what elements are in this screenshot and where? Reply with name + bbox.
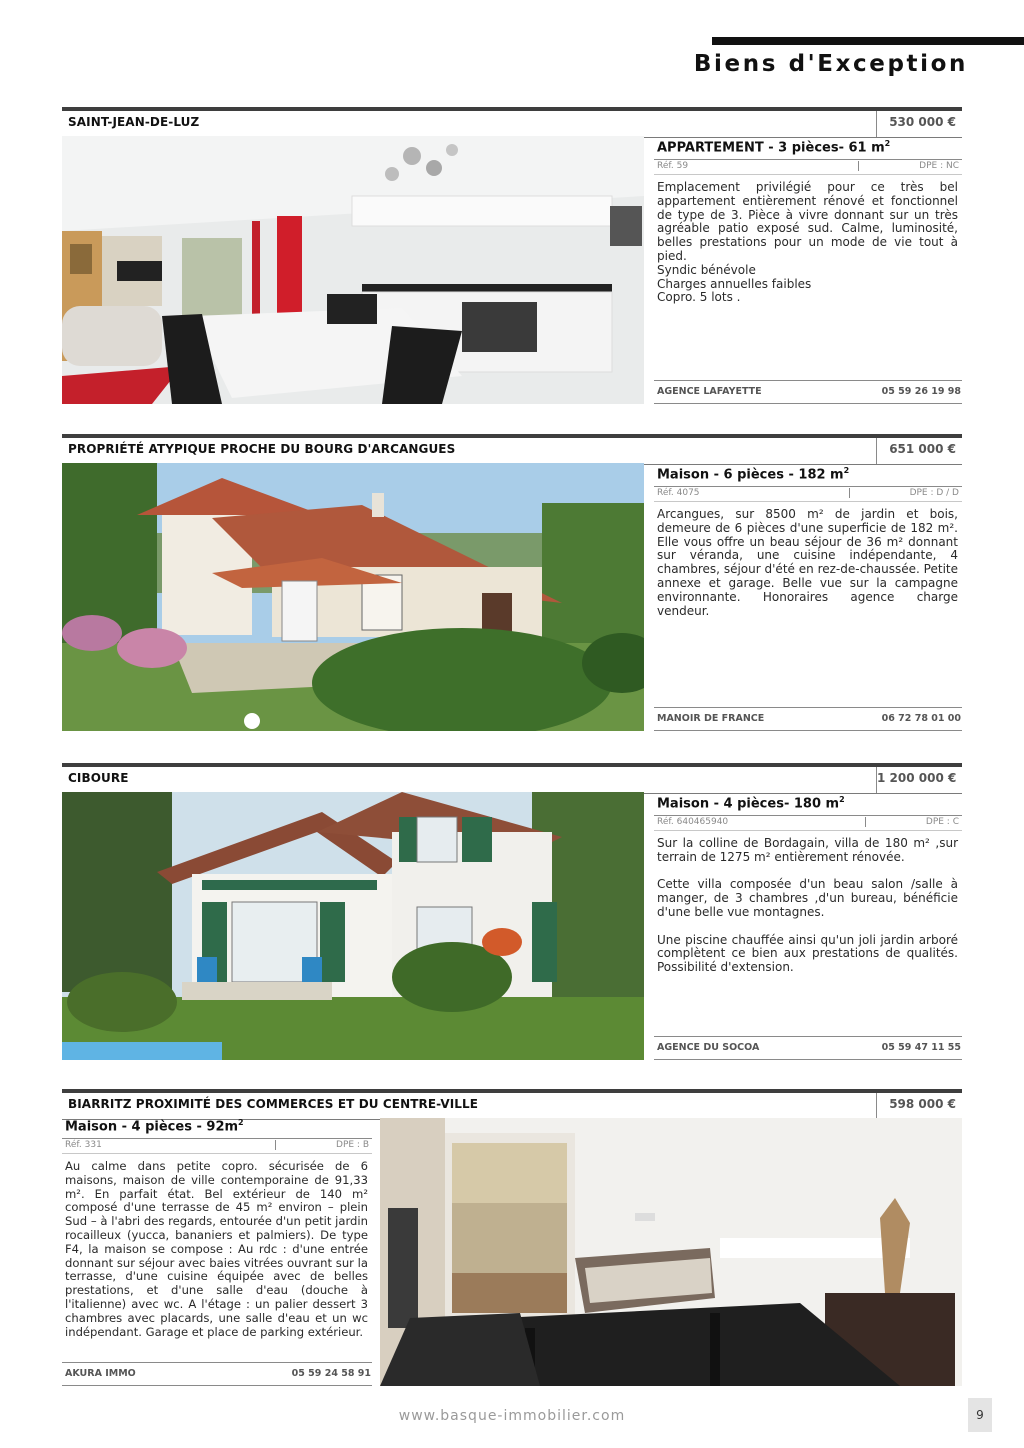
property-description	[654, 831, 962, 975]
listing-title: BIARRITZ PROXIMITÉ DES COMMERCES ET DU CENTRE-VILLE	[68, 1097, 479, 1111]
reference-row	[62, 1138, 372, 1154]
property-type	[654, 792, 962, 815]
reference-row	[654, 486, 962, 502]
energy-rating: DPE : NC	[858, 161, 959, 171]
listing-title: SAINT-JEAN-DE-LUZ	[68, 115, 200, 129]
listing-title: PROPRIÉTÉ ATYPIQUE PROCHE DU BOURG D'ARCANGUES	[68, 442, 456, 456]
listing-title: CIBOURE	[68, 771, 129, 785]
agency-phone: 06 72 78 01 00	[881, 713, 961, 724]
listing-price: 598 000 €	[876, 1093, 962, 1119]
agency-footer	[654, 380, 962, 404]
property-description	[62, 1154, 372, 1339]
listing-biarritz	[62, 1089, 962, 1387]
listing-info	[62, 1115, 372, 1386]
listing-price: 1 200 000 €	[876, 767, 962, 793]
agency-name: AGENCE LAFAYETTE	[657, 386, 762, 397]
listing-info	[654, 136, 962, 404]
agency-footer	[62, 1362, 372, 1386]
description-paragraph: Charges annuelles faibles	[657, 276, 812, 291]
agency-phone: 05 59 26 19 98	[881, 386, 961, 397]
page-number: 9	[968, 1398, 992, 1432]
reference-number: Réf. 59	[657, 161, 689, 171]
listing-ciboure	[62, 763, 962, 1061]
agency-name: AGENCE DU SOCOA	[657, 1042, 760, 1053]
description-paragraph: Au calme dans petite copro. sécurisée de 6 maisons, maison de ville contemporaine de 91,33 m². En parfait état. Bel extérieur de 140 m² composé d'une terrasse de 45 m² environ – plein Sud – à l'abri des regards, entourée d'un petit jardin rocailleux (yucca, bananiers et palmiers). De type F4, la maison se compose : Au rdc : d'une entrée donnant sur séjour avec baies vitrées ouvrant sur la terrasse, d'une cuisine équipée avec de belles prestations, et d'une salle d'eau (douche à l'italienne) avec wc. A l'étage : un palier dessert 3 chambres avec placards, une salle d'eau et un wc indépendant. Garage et place de parking extérieur.	[65, 1159, 368, 1339]
listing-info	[654, 463, 962, 731]
reference-number: Réf. 640465940	[657, 817, 729, 827]
listing-saint-jean-de-luz	[62, 107, 962, 405]
listing-photo-kitchen	[62, 136, 644, 404]
reference-row	[654, 159, 962, 175]
description-paragraph: Une piscine chauffée ainsi qu'un joli jardin arboré complètent ce bien aux prestations de qualités. Possibilité d'extension.	[657, 932, 958, 975]
area-superscript: 2	[843, 466, 850, 475]
area-superscript: 2	[839, 795, 845, 804]
reference-number: Réf. 331	[65, 1140, 102, 1150]
listing-photo-living-room	[380, 1118, 962, 1386]
reference-number: Réf. 4075	[657, 488, 700, 498]
listing-photo-country-house	[62, 463, 644, 731]
listing-header	[62, 434, 962, 465]
property-type-text: Maison - 4 pièces - 92m	[65, 1119, 239, 1135]
header-accent-bar	[712, 37, 1024, 45]
reference-row	[654, 815, 962, 831]
listing-arcangues	[62, 434, 962, 732]
listing-photo-villa	[62, 792, 644, 1060]
listing-header	[62, 763, 962, 794]
website-url: www.basque-immobilier.com	[398, 1408, 626, 1424]
description-paragraph: Arcangues, sur 8500 m² de jardin et bois, demeure de 6 pièces d'une superficie de 182 m². Elle vous offre un beau séjour de 36 m² donnant sur véranda, une cuisine indépendante, 4 chambres, séjour d'été en rez-de-chaussée. Petite annexe et garage. Belle vue sur la campagne environnante. Honoraires agence charge vendeur.	[657, 507, 958, 618]
description-paragraph: Cette villa composée d'un beau salon /salle à manger, de 3 chambres ,d'un bureau, bénéficie d'une belle vue montagnes.	[657, 877, 958, 919]
property-type	[654, 463, 962, 486]
property-type	[62, 1115, 372, 1138]
listing-price: 651 000 €	[876, 438, 962, 464]
description-paragraph: Copro. 5 lots .	[657, 290, 741, 305]
agency-footer	[654, 707, 962, 731]
agency-name: MANOIR DE FRANCE	[657, 713, 765, 724]
page-title: Biens d'Exception	[693, 51, 968, 77]
description-paragraph: Syndic bénévole	[657, 262, 756, 277]
energy-rating: DPE : D / D	[849, 488, 959, 498]
property-description	[654, 502, 962, 618]
property-type-text: Maison - 6 pièces - 182 m	[657, 467, 844, 483]
property-type-text: APPARTEMENT - 3 pièces- 61 m	[657, 140, 885, 156]
energy-rating: DPE : B	[275, 1140, 369, 1150]
property-type-text: Maison - 4 pièces- 180 m	[657, 796, 840, 812]
agency-phone: 05 59 24 58 91	[291, 1368, 371, 1379]
energy-rating: DPE : C	[865, 817, 959, 827]
listing-price: 530 000 €	[876, 111, 962, 137]
area-superscript: 2	[238, 1118, 244, 1127]
area-superscript: 2	[884, 139, 891, 148]
listing-info	[654, 792, 962, 1060]
agency-footer	[654, 1036, 962, 1060]
description-paragraph: Sur la colline de Bordagain, villa de 180 m² ,sur terrain de 1275 m² entièrement rénovée.	[657, 836, 958, 864]
listing-header	[62, 107, 962, 138]
agency-name: AKURA IMMO	[65, 1368, 136, 1379]
property-description	[654, 175, 962, 305]
description-paragraph: Emplacement privilégié pour ce très bel appartement entièrement rénové et fonctionnel de type de 3. Pièce à vivre donnant sur un très agréable patio exposé sud. Calme, luminosité, belles prestations pour un mode de vie tout à pied.	[657, 180, 958, 263]
property-type	[654, 136, 962, 159]
agency-phone: 05 59 47 11 55	[881, 1042, 961, 1053]
